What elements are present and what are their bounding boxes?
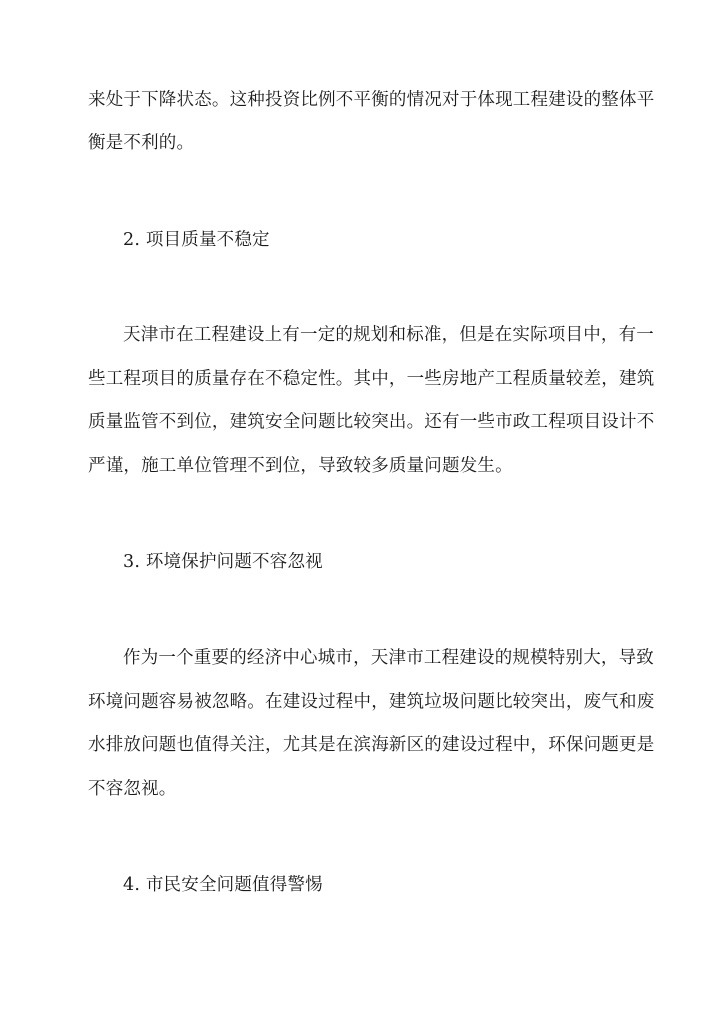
paragraph-line: 水排放问题也值得关注，尤其是在滨海新区的建设过程中，环保问题更是 bbox=[88, 735, 655, 755]
paragraph-line: 质量监管不到位，建筑安全问题比较突出。还有一些市政工程项目设计不 bbox=[88, 412, 655, 432]
paragraph-line: 天津市在工程建设上有一定的规划和标准，但是在实际项目中，有一 bbox=[123, 325, 654, 345]
section-heading: 3. 环境保护问题不容忽视 bbox=[123, 552, 323, 572]
paragraph-line: 环境问题容易被忽略。在建设过程中，建筑垃圾问题比较突出，废气和废 bbox=[88, 692, 655, 712]
section-heading: 4. 市民安全问题值得警惕 bbox=[123, 875, 323, 895]
paragraph-line: 作为一个重要的经济中心城市，天津市工程建设的规模特别大，导致 bbox=[123, 648, 654, 668]
paragraph-line: 严谨，施工单位管理不到位，导致较多质量问题发生。 bbox=[88, 456, 513, 476]
paragraph-line: 不容忽视。 bbox=[88, 779, 177, 799]
section-heading: 2. 项目质量不稳定 bbox=[123, 230, 270, 250]
paragraph-line: 来处于下降状态。这种投资比例不平衡的情况对于体现工程建设的整体平 bbox=[88, 90, 655, 110]
paragraph-line: 些工程项目的质量存在不稳定性。其中，一些房地产工程质量较差，建筑 bbox=[88, 369, 655, 389]
paragraph-line: 衡是不利的。 bbox=[88, 133, 195, 153]
